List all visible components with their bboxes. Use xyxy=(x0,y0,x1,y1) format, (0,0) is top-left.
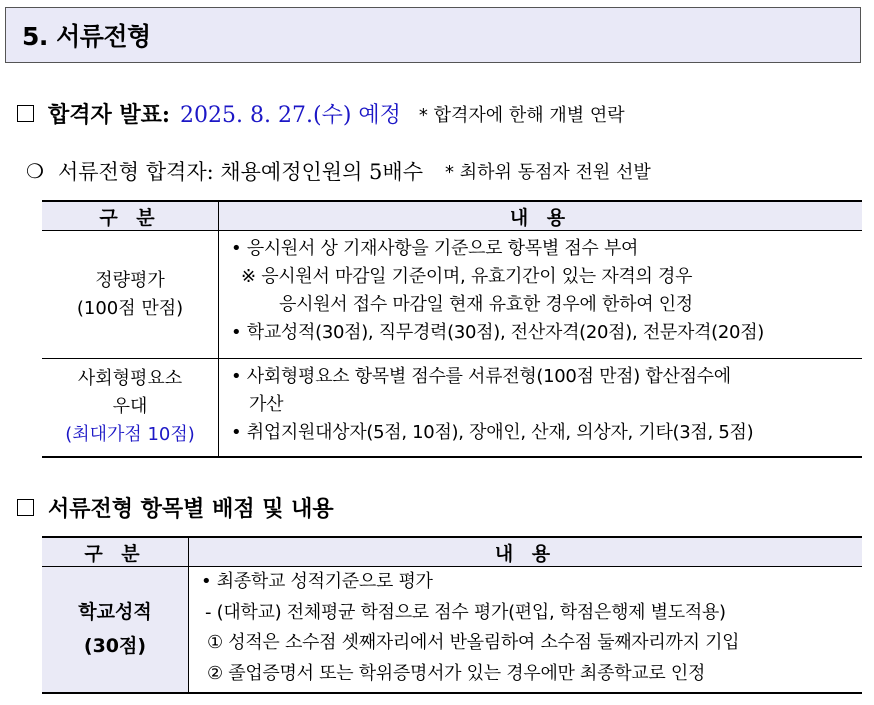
row-category xyxy=(42,359,219,457)
content-line: ※ 응시원서 마감일 기준이며, 유효기간이 있는 자격의 경우 xyxy=(241,266,693,287)
row-content xyxy=(189,567,863,693)
content-line: • 학교성적(30점), 직무경력(30점), 전산자격(20점), 전문자격(20점) xyxy=(231,322,765,343)
section2-line xyxy=(17,492,334,523)
square-bullet-icon xyxy=(17,499,34,516)
announcement-label: 합격자 발표: xyxy=(48,102,171,128)
row-category xyxy=(42,231,219,359)
section-header xyxy=(5,7,861,63)
table-header-row xyxy=(42,201,862,231)
category-line: 우대 xyxy=(112,396,148,418)
circle-bullet-icon: ❍ xyxy=(26,159,44,183)
table-row xyxy=(42,359,862,457)
table-row xyxy=(42,231,862,359)
category-line: 정량평가 xyxy=(95,269,165,291)
square-bullet-icon xyxy=(17,105,34,122)
header-content: 내 용 xyxy=(219,201,863,231)
header-content: 내 용 xyxy=(189,537,863,567)
category-line: (30점) xyxy=(83,635,147,658)
row-content xyxy=(219,359,863,457)
content-line: • 사회형평요소 항목별 점수를 서류전형(100점 만점) 합산점수에 xyxy=(231,366,731,387)
row-category xyxy=(42,567,189,693)
table-header-row xyxy=(42,537,862,567)
evaluation-table xyxy=(42,200,862,458)
content-line: ① 성적은 소수점 셋째자리에서 반올림하여 소수점 둘째자리까지 기입 xyxy=(207,632,740,653)
content-line: • 최종학교 성적기준으로 평가 xyxy=(201,571,433,592)
header-category: 구 분 xyxy=(42,201,219,231)
content-line: 응시원서 접수 마감일 현재 유효한 경우에 한하여 인정 xyxy=(279,294,693,315)
content-line: 가산 xyxy=(249,394,284,415)
content-line: ② 졸업증명서 또는 학위증명서가 있는 경우에만 최종학교로 인정 xyxy=(207,662,706,684)
table-row xyxy=(42,567,862,693)
announcement-note: * 합격자에 한해 개별 연락 xyxy=(418,104,625,126)
content-line: • 응시원서 상 기재사항을 기준으로 항목별 점수 부여 xyxy=(231,238,639,259)
category-line: 사회형평요소 xyxy=(77,368,183,390)
doc-pass-note: * 최하위 동점자 전원 선발 xyxy=(444,162,651,183)
doc-pass-line xyxy=(26,156,651,186)
scoring-table xyxy=(42,536,862,694)
row-content xyxy=(219,231,863,359)
category-line: 학교성적 xyxy=(78,601,152,624)
section2-title: 서류전형 항목별 배점 및 내용 xyxy=(48,496,334,522)
section-title: 5. 서류전형 xyxy=(22,22,151,51)
category-line: (100점 만점) xyxy=(76,297,184,319)
doc-pass-label: 서류전형 합격자: 채용예정인원의 5배수 xyxy=(57,160,423,184)
content-line: - (대학교) 전체평균 학점으로 점수 평가(편입, 학점은행제 별도적용) xyxy=(205,601,726,623)
header-category: 구 분 xyxy=(42,537,189,567)
content-line: • 취업지원대상자(5점, 10점), 장애인, 산재, 의상자, 기타(3점, 5점) xyxy=(231,422,754,443)
category-highlight: (최대가점 10점) xyxy=(65,424,195,446)
announcement-line xyxy=(17,98,625,129)
announcement-date: 2025. 8. 27.(수) 예정 xyxy=(180,103,401,128)
